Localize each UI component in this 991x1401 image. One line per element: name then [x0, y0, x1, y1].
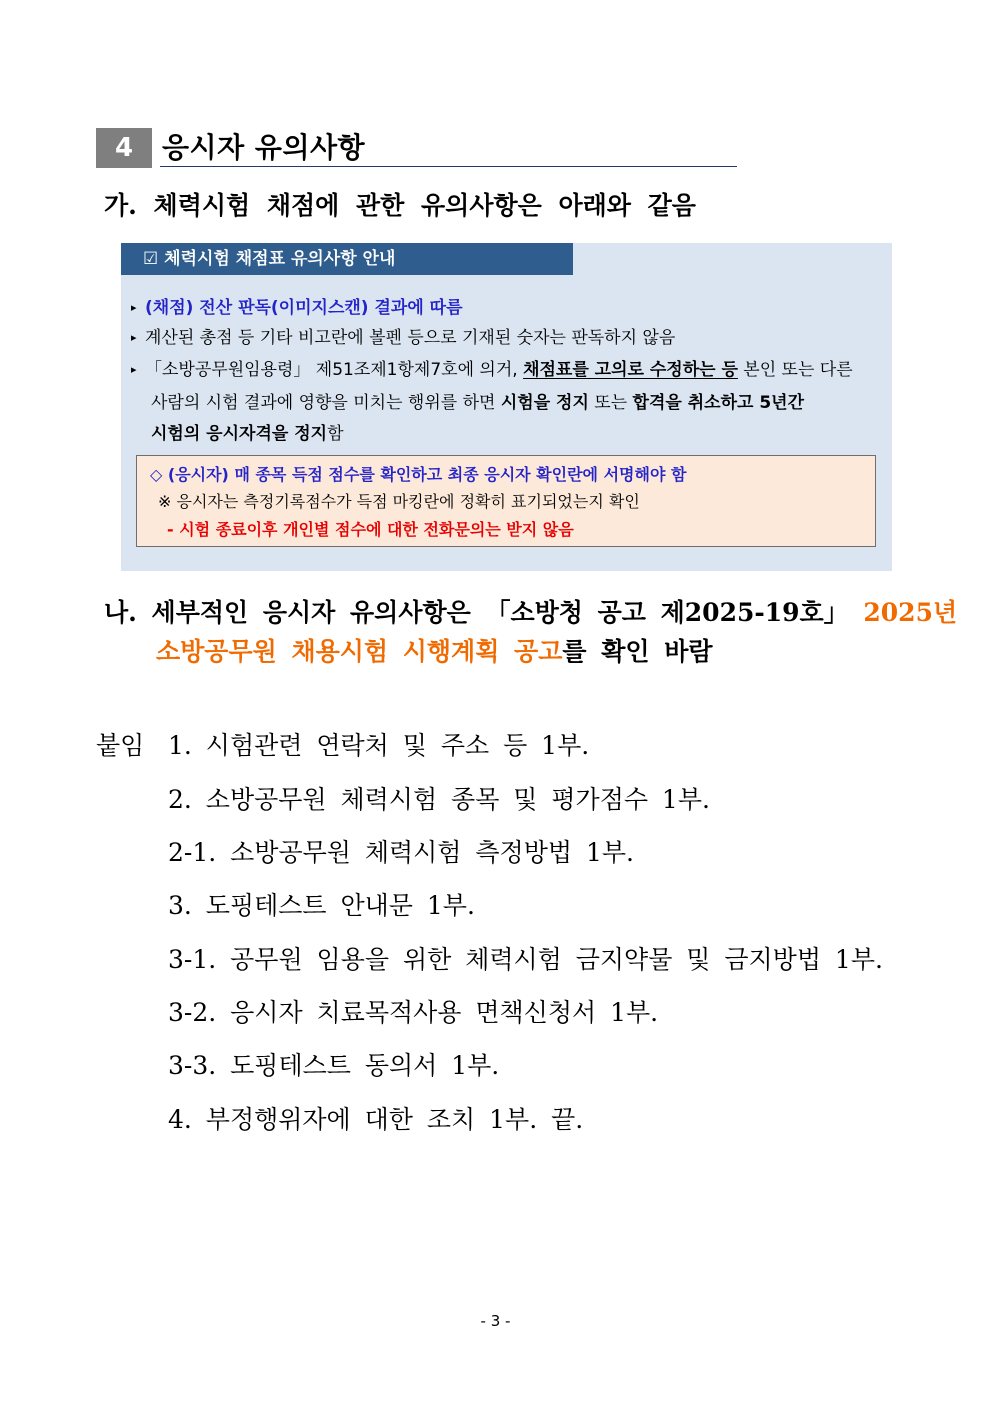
bullet-3-line2-b: 시험을 정지 — [500, 393, 589, 413]
section-title: 응시자 유의사항 — [162, 131, 366, 164]
bullet-3-text-c: 본인 또는 다른 — [737, 360, 853, 380]
attachment-item: 4. 부정행위자에 대한 조치 1부. 끝. — [168, 1105, 584, 1134]
attachment-item: 2-1. 소방공무원 체력시험 측정방법 1부. — [168, 838, 634, 867]
na-line1-text: 나. 세부적인 응시자 유의사항은 「소방청 공고 제2025-19호」 — [104, 598, 864, 627]
section-underline — [160, 166, 737, 167]
triangle-bullet-icon: ▸ — [131, 363, 137, 376]
attachment-item: 3. 도핑테스트 안내문 1부. — [168, 891, 475, 920]
notice-bullet-3-line2 — [151, 393, 804, 413]
notice-bullet-2 — [131, 328, 675, 348]
page-number: - 3 - — [480, 1312, 511, 1330]
triangle-bullet-icon: ▸ — [131, 331, 137, 344]
notice-bullet-1 — [131, 298, 463, 318]
na-line2-orange: 소방공무원 채용시험 시행계획 공고 — [156, 637, 563, 666]
triangle-bullet-icon: ▸ — [131, 301, 137, 314]
notice-bullet-3 — [131, 360, 853, 380]
inner-line-2: ※ 응시자는 측정기록점수가 득점 마킹란에 정확히 표기되었는지 확인 — [158, 492, 640, 511]
bullet-3-line2-d: 합격을 취소하고 5년간 — [632, 393, 805, 413]
bullet-3-line3-a: 시험의 응시자격을 정지 — [151, 424, 328, 444]
na-line1-orange: 2025년 — [863, 598, 958, 627]
heading-ga: 가. 체력시험 채점에 관한 유의사항은 아래와 같음 — [104, 191, 696, 220]
inner-line-1: ◇ (응시자) 매 종목 득점 점수를 확인하고 최종 응시자 확인란에 서명해야 함 — [150, 465, 687, 484]
bullet-3-text-a: 「소방공무원임용령」 제51조제1항제7호에 의거, — [145, 360, 524, 380]
notice-box-header: ☑ 체력시험 채점표 유의사항 안내 — [121, 243, 573, 275]
bullet-3-line2-a: 사람의 시험 결과에 영향을 미치는 행위를 하면 — [151, 393, 501, 413]
attachments-label: 붙임 — [96, 731, 145, 760]
bullet-3-text-b: 채점표를 고의로 수정하는 등 — [523, 360, 738, 380]
inner-line-3: - 시험 종료이후 개인별 점수에 대한 전화문의는 받지 않음 — [167, 520, 574, 539]
bullet-3-line2-c: 또는 — [588, 393, 633, 413]
na-line2-text: 를 확인 바람 — [562, 637, 713, 666]
bullet-1-text: (채점) 전산 판독(이미지스캔) 결과에 따름 — [145, 298, 463, 318]
notice-bullet-3-line3 — [151, 424, 344, 444]
attachment-item: 3-1. 공무원 임용을 위한 체력시험 금지약물 및 금지방법 1부. — [168, 945, 883, 974]
section-number: 4 — [96, 128, 152, 168]
attachment-item: 2. 소방공무원 체력시험 종목 및 평가점수 1부. — [168, 785, 710, 814]
heading-na-line2 — [156, 632, 713, 668]
heading-na-line1 — [104, 593, 957, 629]
attachment-item: 3-3. 도핑테스트 동의서 1부. — [168, 1051, 500, 1080]
attachment-item: 1. 시험관련 연락처 및 주소 등 1부. — [168, 731, 590, 760]
bullet-3-line3-b: 함 — [327, 424, 344, 444]
bullet-2-text: 계산된 총점 등 기타 비고란에 볼펜 등으로 기재된 숫자는 판독하지 않음 — [145, 328, 676, 348]
attachment-item: 3-2. 응시자 치료목적사용 면책신청서 1부. — [168, 998, 659, 1027]
